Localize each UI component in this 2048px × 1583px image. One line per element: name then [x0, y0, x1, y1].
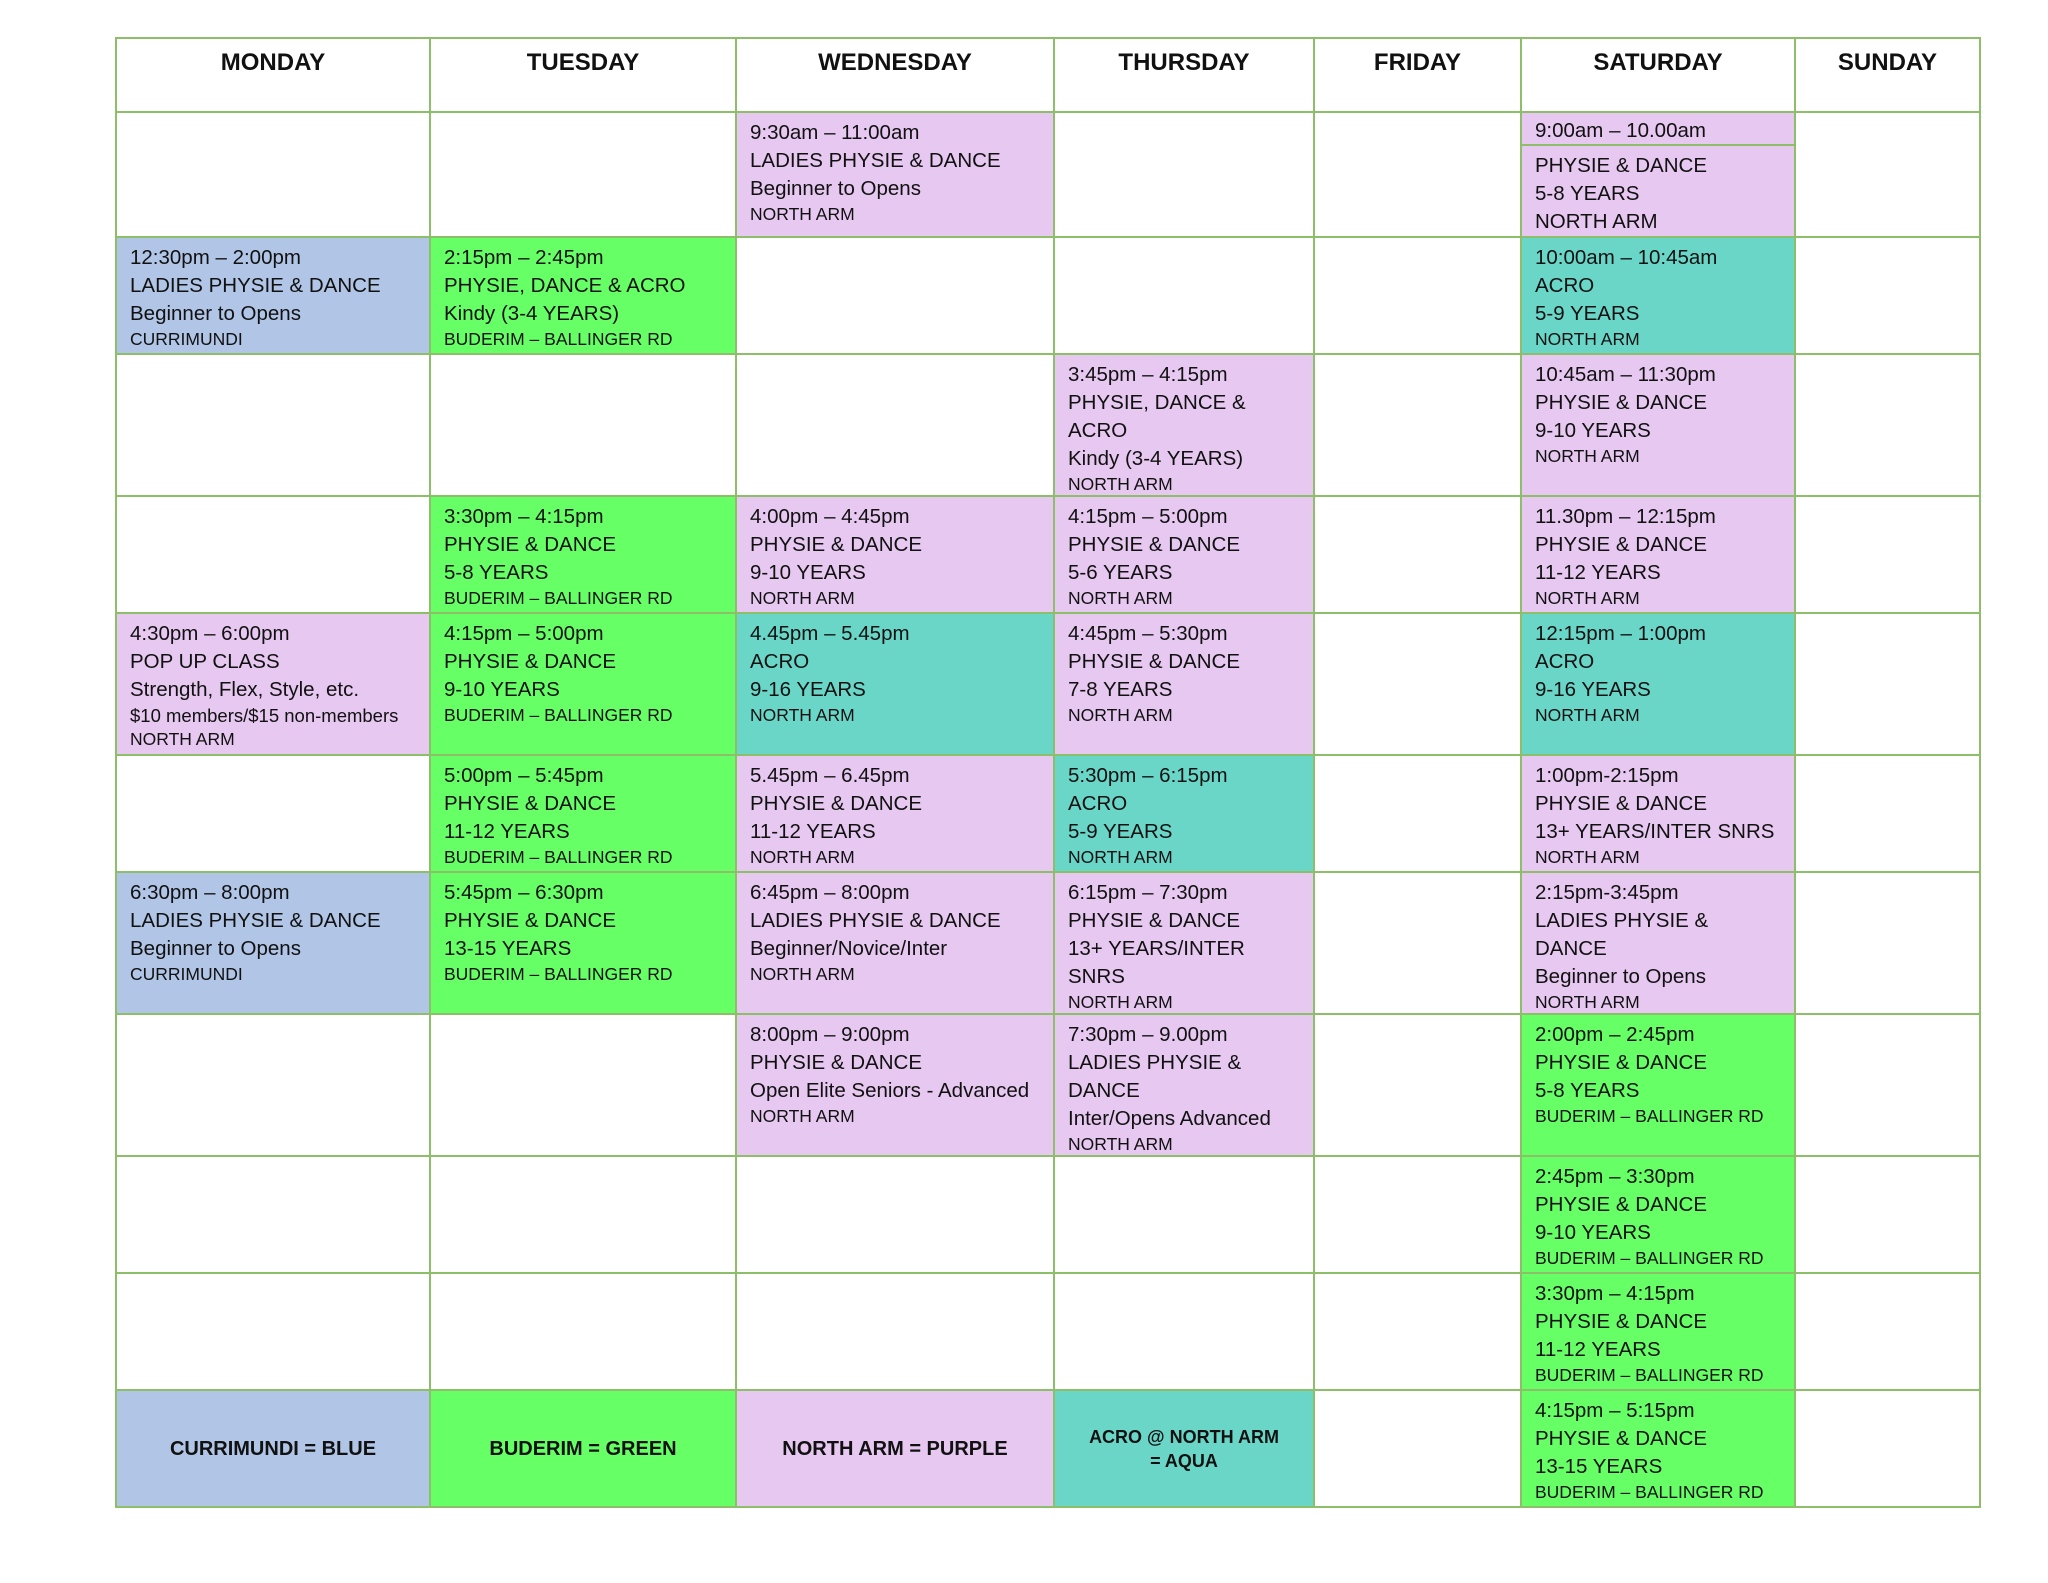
class-location: NORTH ARM	[1535, 329, 1640, 349]
empty-cell	[1795, 1273, 1980, 1390]
class-name: PHYSIE & DANCE	[1535, 792, 1708, 815]
empty-cell	[116, 496, 430, 613]
class-level: 13+ YEARS/INTER SNRS	[1535, 820, 1775, 843]
empty-cell	[736, 237, 1054, 354]
class-cell	[1521, 496, 1795, 613]
class-location: BUDERIM – BALLINGER RD	[1535, 1106, 1764, 1126]
legend-row	[116, 1390, 1980, 1507]
class-location: NORTH ARM	[1535, 847, 1640, 867]
class-name: ACRO	[1535, 650, 1595, 673]
empty-cell	[1795, 112, 1980, 237]
empty-cell	[736, 1273, 1054, 1390]
class-name: PHYSIE & DANCE	[1535, 1051, 1708, 1074]
empty-cell	[1054, 1273, 1314, 1390]
legend-acro-line1: ACRO @ NORTH ARM	[1089, 1426, 1279, 1447]
class-location: NORTH ARM	[130, 729, 235, 749]
class-location: NORTH ARM	[750, 1106, 855, 1126]
class-time: 4:15pm – 5:00pm	[444, 622, 604, 645]
empty-cell	[1314, 237, 1521, 354]
class-cell	[1521, 872, 1795, 1014]
empty-cell	[430, 1156, 736, 1273]
class-cell	[736, 1014, 1054, 1156]
class-cell	[736, 112, 1054, 237]
day-header-wednesday: WEDNESDAY	[736, 38, 1054, 112]
class-name: PHYSIE & DANCE	[444, 533, 617, 556]
class-cell	[1054, 1014, 1314, 1156]
class-time: 8:00pm – 9:00pm	[750, 1023, 910, 1046]
class-level: Beginner to Opens	[1535, 965, 1706, 988]
class-location: NORTH ARM	[1068, 992, 1173, 1012]
empty-cell	[1795, 1390, 1980, 1507]
class-name: ACRO	[1535, 274, 1595, 297]
class-time: 4:45pm – 5:30pm	[1068, 622, 1228, 645]
class-level: Kindy (3-4 YEARS)	[1068, 447, 1244, 470]
day-header-monday: MONDAY	[116, 38, 430, 112]
class-level: 11-12 YEARS	[750, 820, 876, 843]
class-name: PHYSIE & DANCE	[1535, 1310, 1708, 1333]
class-level: 9-10 YEARS	[444, 678, 560, 701]
class-cell	[1054, 613, 1314, 755]
class-location: NORTH ARM	[1535, 588, 1640, 608]
class-time: 9:30am – 11:00am	[750, 121, 920, 144]
class-location: NORTH ARM	[1535, 210, 1658, 233]
class-location: BUDERIM – BALLINGER RD	[444, 847, 673, 867]
table-row	[116, 1014, 1980, 1156]
empty-cell	[1795, 872, 1980, 1014]
empty-cell	[1314, 1156, 1521, 1273]
class-location: NORTH ARM	[1535, 992, 1640, 1012]
class-name: PHYSIE, DANCE & ACRO	[444, 274, 686, 297]
empty-cell	[1795, 1156, 1980, 1273]
class-name: PHYSIE & DANCE	[1068, 909, 1241, 932]
class-time: 12:30pm – 2:00pm	[130, 246, 301, 269]
class-name: PHYSIE & DANCE	[444, 650, 617, 673]
class-time: 2:00pm – 2:45pm	[1535, 1023, 1695, 1046]
class-location: NORTH ARM	[750, 588, 855, 608]
empty-cell	[1795, 237, 1980, 354]
empty-cell	[1314, 613, 1521, 755]
class-cell	[1054, 755, 1314, 872]
class-location: NORTH ARM	[1068, 1134, 1173, 1154]
empty-cell	[1054, 112, 1314, 237]
class-name: PHYSIE & DANCE	[444, 792, 617, 815]
day-header-tuesday: TUESDAY	[430, 38, 736, 112]
class-location: BUDERIM – BALLINGER RD	[444, 705, 673, 725]
class-name: PHYSIE & DANCE	[1535, 391, 1708, 414]
class-time: 2:45pm – 3:30pm	[1535, 1165, 1695, 1188]
class-level: Strength, Flex, Style, etc.	[130, 678, 360, 701]
class-name: PHYSIE & DANCE	[1535, 1193, 1708, 1216]
class-level: Inter/Opens Advanced	[1068, 1107, 1271, 1130]
class-cell	[116, 613, 430, 755]
class-cell	[1521, 354, 1795, 496]
empty-cell	[736, 1156, 1054, 1273]
class-name: LADIES PHYSIE & DANCE	[130, 909, 381, 932]
legend-currimundi: CURRIMUNDI = BLUE	[116, 1390, 430, 1507]
class-time: 7:30pm – 9.00pm	[1068, 1023, 1228, 1046]
empty-cell	[1314, 872, 1521, 1014]
empty-cell	[1314, 112, 1521, 237]
empty-cell	[116, 755, 430, 872]
class-level: 9-10 YEARS	[1535, 1221, 1651, 1244]
class-time: 4:15pm – 5:15pm	[1535, 1399, 1695, 1422]
class-location: NORTH ARM	[1068, 474, 1173, 494]
class-name: PHYSIE & DANCE	[1068, 650, 1241, 673]
class-time: 11.30pm – 12:15pm	[1535, 505, 1716, 528]
class-cell	[1521, 1273, 1795, 1390]
class-location: BUDERIM – BALLINGER RD	[1535, 1482, 1764, 1502]
legend-acro-line2: = AQUA	[1150, 1450, 1218, 1471]
class-name: LADIES PHYSIE & DANCE	[750, 149, 1001, 172]
class-level: 13-15 YEARS	[1535, 1455, 1663, 1478]
class-time: 9:00am – 10.00am	[1522, 113, 1794, 146]
class-cell	[1521, 1014, 1795, 1156]
class-location: NORTH ARM	[1068, 847, 1173, 867]
day-header-sunday: SUNDAY	[1795, 38, 1980, 112]
class-location: NORTH ARM	[750, 204, 855, 224]
empty-cell	[1314, 354, 1521, 496]
class-time: 10:45am – 11:30pm	[1535, 363, 1716, 386]
class-location: NORTH ARM	[750, 705, 855, 725]
class-time: 1:00pm-2:15pm	[1535, 764, 1679, 787]
class-location: BUDERIM – BALLINGER RD	[444, 329, 673, 349]
empty-cell	[1795, 1014, 1980, 1156]
class-name: POP UP CLASS	[130, 650, 280, 673]
empty-cell	[1314, 755, 1521, 872]
class-level: 5-8 YEARS	[1535, 1079, 1640, 1102]
class-level: 9-16 YEARS	[1535, 678, 1651, 701]
class-cell	[1054, 354, 1314, 496]
class-cell	[1521, 613, 1795, 755]
class-level: Beginner/Novice/Inter	[750, 937, 948, 960]
class-location: NORTH ARM	[750, 964, 855, 984]
class-level: 13+ YEARS/INTER SNRS	[1068, 937, 1245, 988]
class-time: 3:30pm – 4:15pm	[444, 505, 604, 528]
class-name: LADIES PHYSIE & DANCE	[1535, 909, 1709, 960]
class-name: ACRO	[1068, 792, 1128, 815]
class-time: 12:15pm – 1:00pm	[1535, 622, 1706, 645]
empty-cell	[1314, 1014, 1521, 1156]
empty-cell	[1795, 496, 1980, 613]
class-time: 5.45pm – 6.45pm	[750, 764, 910, 787]
class-cell	[736, 496, 1054, 613]
empty-cell	[1795, 755, 1980, 872]
table-row	[116, 354, 1980, 496]
class-time: 2:15pm – 2:45pm	[444, 246, 604, 269]
class-level: 5-9 YEARS	[1068, 820, 1173, 843]
class-name: LADIES PHYSIE & DANCE	[1068, 1051, 1242, 1102]
class-level: 13-15 YEARS	[444, 937, 572, 960]
table-row	[116, 496, 1980, 613]
class-name: PHYSIE & DANCE	[444, 909, 617, 932]
day-header-saturday: SATURDAY	[1521, 38, 1795, 112]
class-level: 11-12 YEARS	[1535, 561, 1661, 584]
class-name: PHYSIE, DANCE & ACRO	[1068, 391, 1246, 442]
class-name: PHYSIE & DANCE	[1535, 1427, 1708, 1450]
table-row	[116, 755, 1980, 872]
class-level: 7-8 YEARS	[1068, 678, 1173, 701]
legend-buderim: BUDERIM = GREEN	[430, 1390, 736, 1507]
class-cell	[1521, 1390, 1795, 1507]
empty-cell	[116, 354, 430, 496]
class-level: 5-8 YEARS	[444, 561, 549, 584]
empty-cell	[116, 1273, 430, 1390]
class-level: Beginner to Opens	[130, 937, 301, 960]
class-time: 5:00pm – 5:45pm	[444, 764, 604, 787]
class-cell	[1521, 1156, 1795, 1273]
empty-cell	[1314, 1273, 1521, 1390]
empty-cell	[1054, 1156, 1314, 1273]
empty-cell	[116, 112, 430, 237]
table-row	[116, 1156, 1980, 1273]
weekly-timetable	[115, 37, 1981, 1508]
table-row	[116, 872, 1980, 1014]
class-time: 3:30pm – 4:15pm	[1535, 1282, 1695, 1305]
class-location: BUDERIM – BALLINGER RD	[1535, 1248, 1764, 1268]
class-location: NORTH ARM	[1535, 705, 1640, 725]
class-time: 4.45pm – 5.45pm	[750, 622, 910, 645]
class-level: 9-10 YEARS	[1535, 419, 1651, 442]
class-location: NORTH ARM	[1068, 588, 1173, 608]
class-name: PHYSIE & DANCE	[1535, 154, 1708, 177]
class-cell	[1521, 237, 1795, 354]
class-time: 3:45pm – 4:15pm	[1068, 363, 1228, 386]
class-location: BUDERIM – BALLINGER RD	[1535, 1365, 1764, 1385]
class-level: Open Elite Seniors - Advanced	[750, 1079, 1030, 1102]
class-time: 4:30pm – 6:00pm	[130, 622, 290, 645]
class-cell	[116, 237, 430, 354]
class-name: PHYSIE & DANCE	[1535, 533, 1708, 556]
legend-acro	[1054, 1390, 1314, 1507]
class-cell	[430, 237, 736, 354]
day-header-thursday: THURSDAY	[1054, 38, 1314, 112]
class-time: 6:30pm – 8:00pm	[130, 881, 290, 904]
class-location: NORTH ARM	[1068, 705, 1173, 725]
class-time: 4:00pm – 4:45pm	[750, 505, 910, 528]
class-name: LADIES PHYSIE & DANCE	[130, 274, 381, 297]
empty-cell	[1054, 237, 1314, 354]
empty-cell	[736, 354, 1054, 496]
class-time: 4:15pm – 5:00pm	[1068, 505, 1228, 528]
class-cell	[430, 496, 736, 613]
class-cell	[430, 613, 736, 755]
class-location: CURRIMUNDI	[130, 964, 243, 984]
class-location: NORTH ARM	[750, 847, 855, 867]
table-row	[116, 112, 1980, 237]
class-time: 6:45pm – 8:00pm	[750, 881, 910, 904]
class-time: 5:30pm – 6:15pm	[1068, 764, 1228, 787]
class-level: 9-16 YEARS	[750, 678, 866, 701]
class-location: BUDERIM – BALLINGER RD	[444, 588, 673, 608]
table-row	[116, 1273, 1980, 1390]
class-cell	[1521, 112, 1795, 237]
class-name: PHYSIE & DANCE	[750, 533, 923, 556]
empty-cell	[430, 354, 736, 496]
empty-cell	[1795, 613, 1980, 755]
class-level: 11-12 YEARS	[444, 820, 570, 843]
empty-cell	[1795, 354, 1980, 496]
class-time: 6:15pm – 7:30pm	[1068, 881, 1228, 904]
class-cell	[736, 613, 1054, 755]
legend-north-arm: NORTH ARM = PURPLE	[736, 1390, 1054, 1507]
class-level: 5-8 YEARS	[1535, 182, 1640, 205]
class-location: BUDERIM – BALLINGER RD	[444, 964, 673, 984]
class-cell	[736, 755, 1054, 872]
class-cell	[430, 872, 736, 1014]
class-time: 2:15pm-3:45pm	[1535, 881, 1679, 904]
header-row	[116, 38, 1980, 112]
class-level: Beginner to Opens	[750, 177, 921, 200]
empty-cell	[430, 1273, 736, 1390]
class-cell	[1054, 496, 1314, 613]
empty-cell	[430, 1014, 736, 1156]
class-level: 5-9 YEARS	[1535, 302, 1640, 325]
class-cell	[430, 755, 736, 872]
class-time: 5:45pm – 6:30pm	[444, 881, 604, 904]
table-row	[116, 237, 1980, 354]
class-cell	[116, 872, 430, 1014]
empty-cell	[116, 1156, 430, 1273]
table-row	[116, 613, 1980, 755]
class-level: Kindy (3-4 YEARS)	[444, 302, 620, 325]
class-level: 9-10 YEARS	[750, 561, 866, 584]
class-name: PHYSIE & DANCE	[1068, 533, 1241, 556]
empty-cell	[116, 1014, 430, 1156]
class-name: PHYSIE & DANCE	[750, 1051, 923, 1074]
class-level: 11-12 YEARS	[1535, 1338, 1661, 1361]
empty-cell	[1314, 496, 1521, 613]
class-cell	[736, 872, 1054, 1014]
class-level: Beginner to Opens	[130, 302, 301, 325]
class-time: 10:00am – 10:45am	[1535, 246, 1718, 269]
class-location: CURRIMUNDI	[130, 329, 243, 349]
empty-cell	[430, 112, 736, 237]
class-cell	[1054, 872, 1314, 1014]
class-cell	[1521, 755, 1795, 872]
class-name: PHYSIE & DANCE	[750, 792, 923, 815]
class-level: 5-6 YEARS	[1068, 561, 1173, 584]
day-header-friday: FRIDAY	[1314, 38, 1521, 112]
class-price: $10 members/$15 non-members	[130, 705, 399, 726]
class-name: ACRO	[750, 650, 810, 673]
class-location: NORTH ARM	[1535, 446, 1640, 466]
empty-cell	[1314, 1390, 1521, 1507]
class-name: LADIES PHYSIE & DANCE	[750, 909, 1001, 932]
